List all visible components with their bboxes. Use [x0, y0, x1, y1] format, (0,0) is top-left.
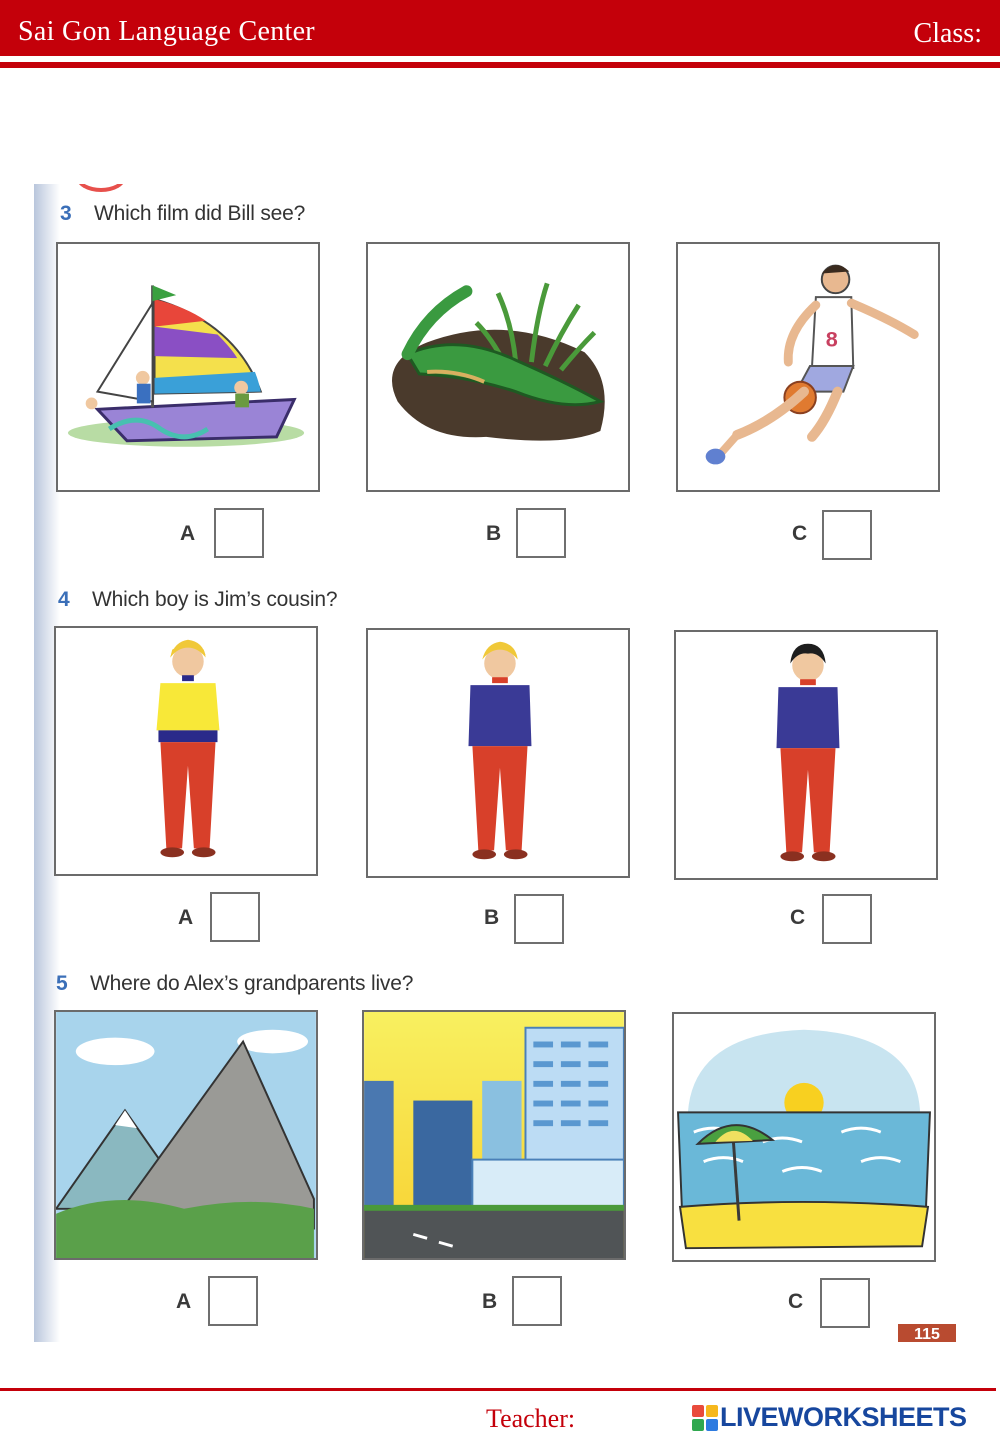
option-b-label: B — [484, 906, 500, 929]
question-number: 4 — [58, 588, 70, 611]
question-3 — [60, 202, 305, 226]
question-text: Which boy is Jim’s cousin? — [92, 588, 338, 611]
liveworksheets-logo-icon — [692, 1405, 718, 1431]
picture-dark-haired-boy-blue-shirt — [674, 630, 938, 880]
picture-crocodile — [366, 242, 630, 492]
answer-box-q4-b[interactable] — [514, 894, 564, 944]
teacher-label: Teacher: — [486, 1404, 576, 1433]
option-b-label: B — [486, 522, 502, 545]
picture-blond-boy-blue-shirt — [366, 628, 630, 878]
page-number: 115 — [898, 1324, 956, 1342]
question-text: Where do Alex’s grandparents live? — [90, 972, 414, 995]
answer-box-q4-c[interactable] — [822, 894, 872, 944]
question-number: 3 — [60, 202, 72, 225]
answer-box-q3-c[interactable] — [822, 510, 872, 560]
picture-sailboat — [56, 242, 320, 492]
answer-box-q3-b[interactable] — [516, 508, 566, 558]
option-a-label: A — [176, 1290, 192, 1313]
picture-mountains — [54, 1010, 318, 1260]
option-c-label: C — [792, 522, 808, 545]
brand-name: LIVEWORKSHEETS — [720, 1402, 967, 1432]
answer-box-q3-a[interactable] — [214, 508, 264, 558]
picture-basketball-player — [676, 242, 940, 492]
liveworksheets-logo — [692, 1402, 967, 1433]
svg-text:8: 8 — [825, 326, 838, 352]
question-4 — [58, 588, 337, 612]
option-a-label: A — [180, 522, 196, 545]
red-circle-mark — [76, 184, 126, 192]
question-number: 5 — [56, 972, 68, 995]
answer-box-q5-c[interactable] — [820, 1278, 870, 1328]
option-a-label: A — [178, 906, 194, 929]
question-5 — [56, 972, 413, 996]
option-b-label: B — [482, 1290, 498, 1313]
header-divider — [0, 62, 1000, 68]
picture-city — [362, 1010, 626, 1260]
answer-box-q5-b[interactable] — [512, 1276, 562, 1326]
picture-boy-yellow-shirt — [54, 626, 318, 876]
worksheet-page — [34, 184, 956, 1342]
picture-beach — [672, 1012, 936, 1262]
answer-box-q4-a[interactable] — [210, 892, 260, 942]
footer-divider — [0, 1388, 996, 1391]
answer-box-q5-a[interactable] — [208, 1276, 258, 1326]
option-c-label: C — [790, 906, 806, 929]
page-header — [0, 0, 1000, 56]
option-c-label: C — [788, 1290, 804, 1313]
question-text: Which film did Bill see? — [94, 202, 306, 225]
class-label: Class: — [913, 18, 982, 49]
center-name: Sai Gon Language Center — [18, 16, 315, 47]
